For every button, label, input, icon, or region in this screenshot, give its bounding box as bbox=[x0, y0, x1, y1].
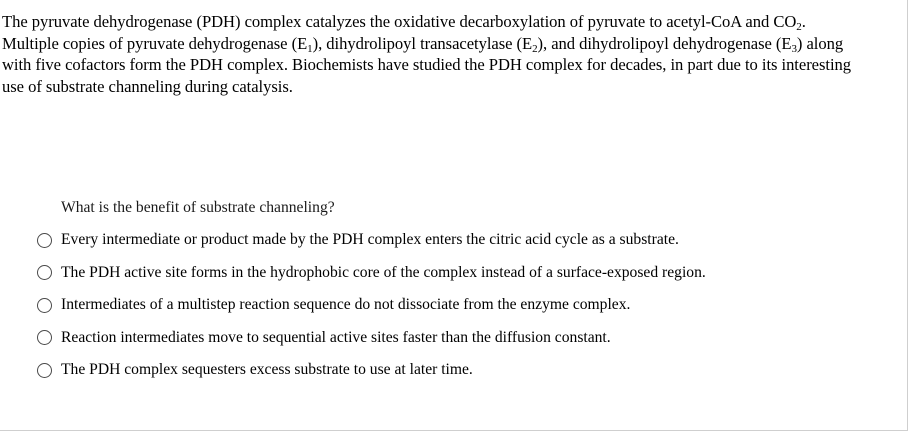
answer-option-label: Intermediates of a multistep reaction sequence do not dissociate from the enzyme complex. bbox=[61, 296, 631, 314]
radio-button-icon[interactable] bbox=[37, 265, 52, 280]
answer-option-label: The PDH active site forms in the hydrophobic core of the complex instead of a surface-exposed region. bbox=[61, 263, 706, 281]
radio-button-icon[interactable] bbox=[37, 363, 52, 378]
passage-line-3: with five cofactors form the PDH complex. Biochemists have studied the PDH complex for decades, in part due to its interesting bbox=[2, 55, 852, 75]
answer-option-label: Reaction intermediates move to sequential active sites faster than the diffusion constant. bbox=[61, 328, 611, 346]
answer-options bbox=[37, 224, 897, 387]
passage-line-4: use of substrate channeling during catalysis. bbox=[2, 77, 293, 97]
passage-text bbox=[2, 11, 907, 98]
answer-option-label: Every intermediate or product made by the PDH complex enters the citric acid cycle as a substrate. bbox=[61, 231, 679, 249]
radio-button-icon[interactable] bbox=[37, 298, 52, 313]
radio-button-icon[interactable] bbox=[37, 233, 52, 248]
answer-option-2[interactable] bbox=[37, 257, 897, 290]
answer-option-label: The PDH complex sequesters excess substrate to use at later time. bbox=[61, 361, 473, 379]
passage-line-1: The pyruvate dehydrogenase (PDH) complex catalyzes the oxidative decarboxylation of pyruvate to acetyl-CoA and $CO_2$. bbox=[2, 12, 806, 33]
answer-option-1[interactable] bbox=[37, 224, 897, 257]
answer-option-5[interactable] bbox=[37, 354, 897, 387]
radio-button-icon[interactable] bbox=[37, 330, 52, 345]
question-prompt: What is the benefit of substrate channeling? bbox=[61, 199, 335, 216]
answer-option-4[interactable] bbox=[37, 322, 897, 355]
passage-line-2: Multiple copies of pyruvate dehydrogenase $(E_1)$, dihydrolipoyl transacetylase $(E_2)$, and dihydrolipoyl dehydrogenase $(E_3)$ along bbox=[2, 33, 844, 55]
answer-option-3[interactable] bbox=[37, 289, 897, 322]
